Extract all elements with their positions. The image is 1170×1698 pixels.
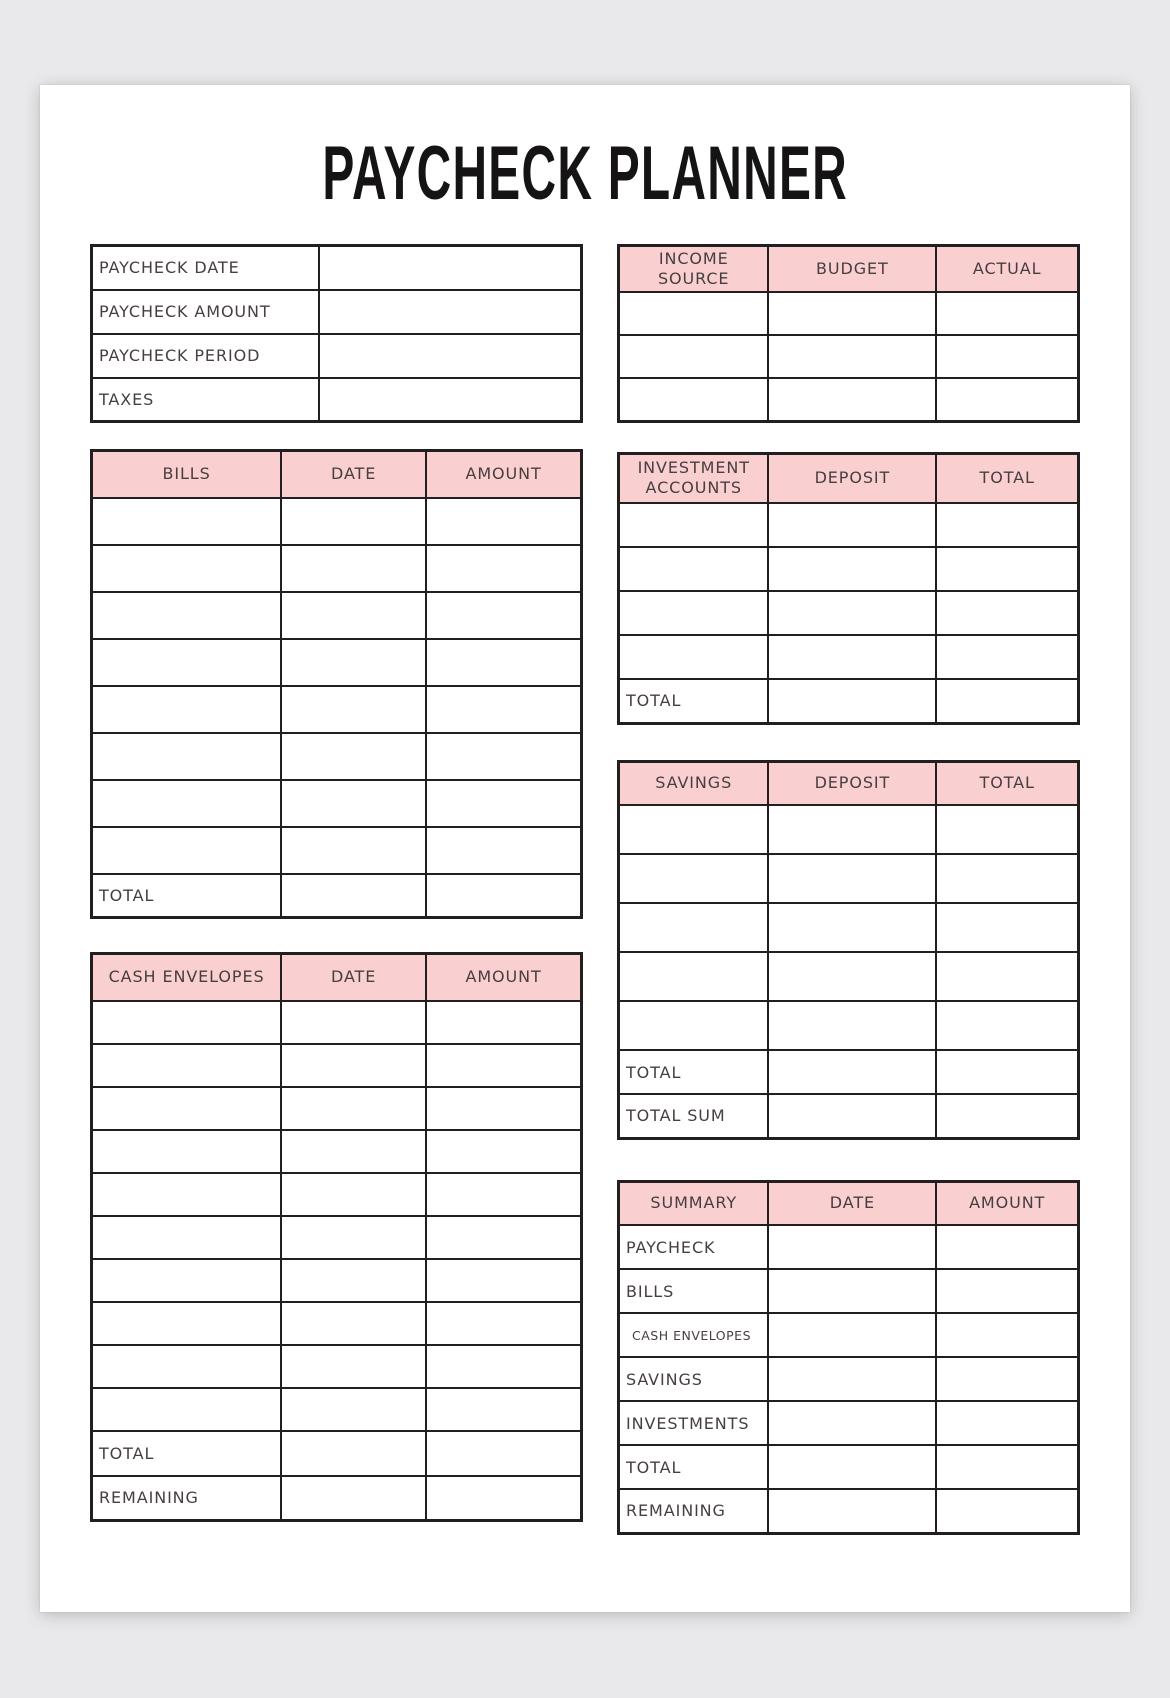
table-row (92, 498, 582, 545)
header-cell: DATE (281, 954, 426, 1001)
empty-cell (936, 1489, 1078, 1533)
table-row (619, 1401, 1079, 1445)
empty-cell (281, 1173, 426, 1216)
table-row (619, 635, 1079, 679)
empty-cell (768, 1050, 936, 1094)
empty-cell (768, 1001, 936, 1050)
empty-cell (936, 952, 1078, 1001)
empty-cell (426, 827, 581, 874)
empty-cell (426, 1173, 581, 1216)
footer-label-cell: TOTAL (92, 874, 282, 918)
empty-cell (92, 1130, 282, 1173)
empty-cell (619, 335, 769, 378)
empty-cell (936, 1050, 1078, 1094)
table-row (92, 1087, 582, 1130)
empty-cell (936, 903, 1078, 952)
empty-cell (619, 854, 769, 903)
field-value-cell (319, 334, 581, 378)
table-row (619, 292, 1079, 335)
empty-cell (619, 547, 769, 591)
empty-cell (426, 874, 581, 918)
empty-cell (768, 903, 936, 952)
table-row (92, 1130, 582, 1173)
table-row (92, 639, 582, 686)
empty-cell (92, 1345, 282, 1388)
content-columns (90, 244, 1080, 1535)
footer-label-cell: TOTAL (619, 1050, 769, 1094)
planner-page (40, 85, 1130, 1612)
field-value-cell (319, 290, 581, 334)
header-cell: TOTAL (936, 453, 1078, 503)
field-label-cell: PAYCHECK DATE (92, 246, 320, 290)
empty-cell (281, 1259, 426, 1302)
table-row (619, 1313, 1079, 1357)
empty-cell (92, 827, 282, 874)
header-row (619, 761, 1079, 805)
empty-cell (281, 1216, 426, 1259)
empty-cell (936, 292, 1078, 335)
header-cell: SUMMARY (619, 1181, 769, 1225)
empty-cell (768, 591, 936, 635)
empty-cell (936, 378, 1078, 421)
empty-cell (936, 503, 1078, 547)
empty-cell (768, 292, 936, 335)
table-row (619, 903, 1079, 952)
savings-table (617, 760, 1080, 1140)
empty-cell (936, 335, 1078, 378)
empty-cell (281, 1388, 426, 1431)
empty-cell (426, 1345, 581, 1388)
table-row (619, 591, 1079, 635)
footer-label-cell: REMAINING (92, 1476, 282, 1521)
empty-cell (768, 1094, 936, 1138)
empty-cell (281, 780, 426, 827)
empty-cell (936, 1401, 1078, 1445)
field-label-cell: PAYCHECK PERIOD (92, 334, 320, 378)
empty-cell (936, 805, 1078, 854)
empty-cell (92, 1216, 282, 1259)
header-row (619, 453, 1079, 503)
empty-cell (281, 1302, 426, 1345)
footer-row (92, 874, 582, 918)
footer-row (619, 1094, 1079, 1138)
left-column (90, 244, 583, 1535)
table-row (619, 547, 1079, 591)
empty-cell (936, 1313, 1078, 1357)
empty-cell (936, 679, 1078, 723)
table-row (92, 378, 582, 422)
table-row (92, 827, 582, 874)
footer-row (619, 1445, 1079, 1489)
table-row (92, 592, 582, 639)
empty-cell (768, 635, 936, 679)
footer-label-cell: REMAINING (619, 1489, 769, 1533)
empty-cell (281, 827, 426, 874)
footer-row (92, 1476, 582, 1521)
footer-row (619, 679, 1079, 723)
empty-cell (619, 635, 769, 679)
header-cell: DATE (768, 1181, 936, 1225)
empty-cell (936, 547, 1078, 591)
header-cell: AMOUNT (426, 451, 581, 498)
header-row (92, 451, 582, 498)
table-row (619, 805, 1079, 854)
table-row (92, 334, 582, 378)
empty-cell (92, 1044, 282, 1087)
header-cell: SAVINGS (619, 761, 769, 805)
table-row (619, 1357, 1079, 1401)
empty-cell (768, 805, 936, 854)
table-row (619, 503, 1079, 547)
footer-row (619, 1489, 1079, 1533)
empty-cell (768, 854, 936, 903)
table-row (619, 952, 1079, 1001)
table-row (619, 1001, 1079, 1050)
footer-label-cell: TOTAL SUM (619, 1094, 769, 1138)
empty-cell (619, 903, 769, 952)
header-cell: BUDGET (768, 246, 936, 293)
empty-cell (426, 498, 581, 545)
table-row (92, 1259, 582, 1302)
empty-cell (92, 1087, 282, 1130)
table-row (92, 733, 582, 780)
field-value-cell (319, 378, 581, 422)
table-row (92, 1001, 582, 1044)
table-row (92, 1302, 582, 1345)
field-label-cell: PAYCHECK AMOUNT (92, 290, 320, 334)
field-label-cell: TAXES (92, 378, 320, 422)
empty-cell (426, 686, 581, 733)
empty-cell (281, 1431, 426, 1476)
empty-cell (426, 1388, 581, 1431)
empty-cell (281, 1130, 426, 1173)
header-cell: DATE (281, 451, 426, 498)
empty-cell (768, 547, 936, 591)
table-row (92, 686, 582, 733)
table-row (619, 378, 1079, 421)
paycheck-info-table (90, 244, 583, 423)
investment-accounts-table (617, 452, 1080, 725)
empty-cell (92, 1388, 282, 1431)
header-cell: CASH ENVELOPES (92, 954, 282, 1001)
header-row (92, 954, 582, 1001)
empty-cell (92, 592, 282, 639)
empty-cell (768, 1489, 936, 1533)
table-row (92, 1044, 582, 1087)
empty-cell (92, 733, 282, 780)
footer-row (619, 1050, 1079, 1094)
empty-cell (426, 1431, 581, 1476)
footer-label-cell: TOTAL (92, 1431, 282, 1476)
page-title-text: PAYCHECK PLANNER (322, 130, 848, 216)
empty-cell (281, 592, 426, 639)
empty-cell (768, 952, 936, 1001)
empty-cell (92, 1173, 282, 1216)
empty-cell (281, 1476, 426, 1521)
header-cell: DEPOSIT (768, 761, 936, 805)
empty-cell (92, 545, 282, 592)
row-label-cell: INVESTMENTS (619, 1401, 769, 1445)
table-row (92, 290, 582, 334)
empty-cell (768, 1401, 936, 1445)
empty-cell (768, 1313, 936, 1357)
footer-row (92, 1431, 582, 1476)
empty-cell (281, 733, 426, 780)
empty-cell (768, 1269, 936, 1313)
empty-cell (92, 1259, 282, 1302)
empty-cell (426, 639, 581, 686)
empty-cell (619, 1001, 769, 1050)
empty-cell (936, 1357, 1078, 1401)
empty-cell (426, 733, 581, 780)
header-cell: ACTUAL (936, 246, 1078, 293)
field-value-cell (319, 246, 581, 290)
header-cell: AMOUNT (936, 1181, 1078, 1225)
summary-table (617, 1180, 1080, 1535)
cash-envelopes-table (90, 952, 583, 1522)
table-row (92, 1388, 582, 1431)
table-row (92, 780, 582, 827)
table-row (92, 1173, 582, 1216)
footer-label-cell: TOTAL (619, 679, 769, 723)
table-row (619, 1225, 1079, 1269)
bills-table (90, 449, 583, 919)
empty-cell (426, 1302, 581, 1345)
empty-cell (281, 498, 426, 545)
empty-cell (426, 1087, 581, 1130)
footer-label-cell: TOTAL (619, 1445, 769, 1489)
empty-cell (281, 874, 426, 918)
empty-cell (426, 1044, 581, 1087)
table-row (619, 335, 1079, 378)
row-label-cell: PAYCHECK (619, 1225, 769, 1269)
table-row (92, 545, 582, 592)
empty-cell (768, 679, 936, 723)
empty-cell (936, 1269, 1078, 1313)
row-label-cell: CASH ENVELOPES (619, 1313, 769, 1357)
empty-cell (426, 592, 581, 639)
empty-cell (768, 1445, 936, 1489)
header-cell: BILLS (92, 451, 282, 498)
empty-cell (92, 498, 282, 545)
header-row (619, 1181, 1079, 1225)
row-label-cell: SAVINGS (619, 1357, 769, 1401)
empty-cell (619, 503, 769, 547)
empty-cell (281, 545, 426, 592)
empty-cell (936, 635, 1078, 679)
empty-cell (426, 1130, 581, 1173)
income-source-table (617, 244, 1080, 423)
table-row (619, 854, 1079, 903)
empty-cell (768, 503, 936, 547)
empty-cell (281, 686, 426, 733)
empty-cell (426, 1476, 581, 1521)
table-row (92, 246, 582, 290)
empty-cell (619, 292, 769, 335)
empty-cell (281, 1087, 426, 1130)
row-label-cell: BILLS (619, 1269, 769, 1313)
header-cell: INVESTMENT ACCOUNTS (619, 453, 769, 503)
right-column (617, 244, 1080, 1535)
empty-cell (619, 805, 769, 854)
page-title (90, 115, 1080, 231)
empty-cell (619, 591, 769, 635)
empty-cell (619, 952, 769, 1001)
empty-cell (619, 378, 769, 421)
header-row (619, 246, 1079, 293)
empty-cell (426, 545, 581, 592)
empty-cell (92, 686, 282, 733)
empty-cell (281, 639, 426, 686)
empty-cell (426, 1001, 581, 1044)
empty-cell (768, 335, 936, 378)
header-cell: DEPOSIT (768, 453, 936, 503)
empty-cell (426, 1259, 581, 1302)
table-row (92, 1216, 582, 1259)
empty-cell (936, 1094, 1078, 1138)
header-cell: AMOUNT (426, 954, 581, 1001)
empty-cell (92, 780, 282, 827)
empty-cell (92, 639, 282, 686)
header-cell: INCOME SOURCE (619, 246, 769, 293)
empty-cell (281, 1044, 426, 1087)
empty-cell (281, 1345, 426, 1388)
header-cell: TOTAL (936, 761, 1078, 805)
empty-cell (936, 1001, 1078, 1050)
empty-cell (768, 1357, 936, 1401)
empty-cell (936, 1445, 1078, 1489)
empty-cell (936, 591, 1078, 635)
empty-cell (768, 378, 936, 421)
empty-cell (281, 1001, 426, 1044)
empty-cell (426, 1216, 581, 1259)
empty-cell (768, 1225, 936, 1269)
table-row (619, 1269, 1079, 1313)
table-row (92, 1345, 582, 1388)
empty-cell (92, 1001, 282, 1044)
empty-cell (92, 1302, 282, 1345)
empty-cell (936, 854, 1078, 903)
empty-cell (936, 1225, 1078, 1269)
empty-cell (426, 780, 581, 827)
